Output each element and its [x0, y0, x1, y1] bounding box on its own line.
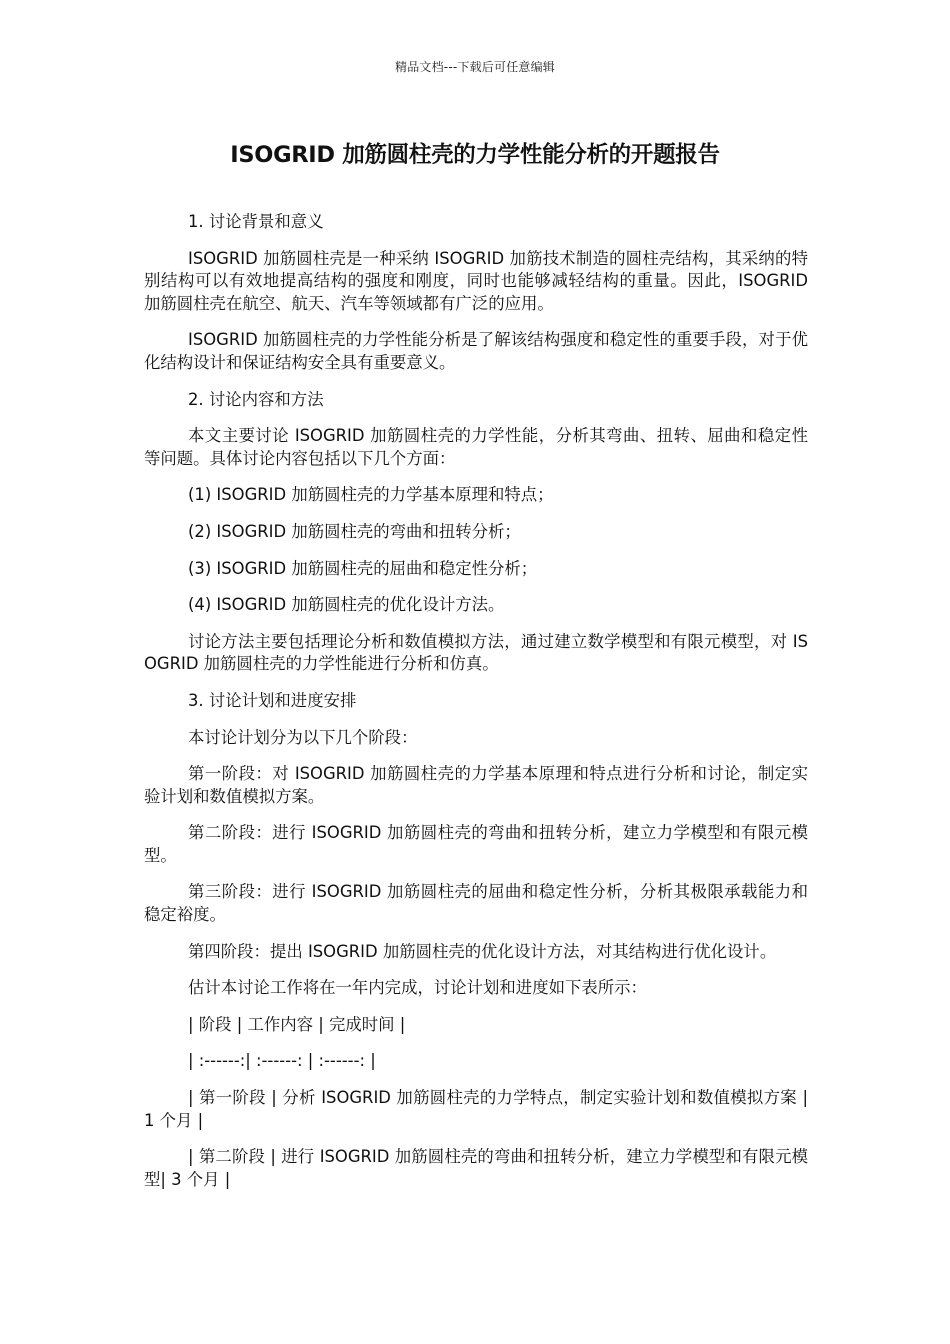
section-heading-plan: 3. 讨论计划和进度安排 — [188, 690, 357, 710]
table-row-stage-2: | 第二阶段 | 进行 ISOGRID 加筋圆柱壳的弯曲和扭转分析，建立力学模型和有限元模型| 3 个月 | — [144, 1147, 808, 1189]
list-item-2: (2) ISOGRID 加筋圆柱壳的弯曲和扭转分析； — [188, 521, 521, 541]
paragraph-background-intro: ISOGRID 加筋圆柱壳是一种采纳 ISOGRID 加筋技术制造的圆柱壳结构，其采纳的特别结构可以有效地提高结构的强度和刚度，同时也能够减轻结构的重量。因此，ISOGRID 加筋圆柱壳在航空、航天、汽车等领域都有广泛的应用。 — [144, 248, 808, 313]
paragraph-stage-1: 第一阶段：对 ISOGRID 加筋圆柱壳的力学基本原理和特点进行分析和讨论，制定实验计划和数值模拟方案。 — [144, 764, 808, 806]
document-title: ISOGRID 加筋圆柱壳的力学性能分析的开题报告 — [230, 142, 720, 168]
table-header-row: | 阶段 | 工作内容 | 完成时间 | — [188, 1014, 406, 1034]
paragraph-plan-intro: 本讨论计划分为以下几个阶段： — [188, 727, 418, 747]
page-header: 精品文档---下载后可任意编辑 — [395, 60, 555, 74]
section-heading-content-methods: 2. 讨论内容和方法 — [188, 389, 324, 409]
paragraph-methods: 讨论方法主要包括理论分析和数值模拟方法，通过建立数学模型和有限元模型，对 ISOGRID 加筋圆柱壳的力学性能进行分析和仿真。 — [144, 631, 808, 674]
paragraph-schedule-intro: 估计本讨论工作将在一年内完成，讨论计划和进度如下表所示： — [188, 978, 647, 998]
list-item-4: (4) ISOGRID 加筋圆柱壳的优化设计方法。 — [188, 595, 505, 615]
list-item-1: (1) ISOGRID 加筋圆柱壳的力学基本原理和特点； — [188, 485, 554, 505]
section-heading-background: 1. 讨论背景和意义 — [188, 212, 324, 231]
paragraph-stage-4: 第四阶段：提出 ISOGRID 加筋圆柱壳的优化设计方法，对其结构进行优化设计。 — [188, 941, 777, 961]
paragraph-background-significance: ISOGRID 加筋圆柱壳的力学性能分析是了解该结构强度和稳定性的重要手段，对于优化结构设计和保证结构安全具有重要意义。 — [144, 330, 808, 372]
table-row-stage-1: | 第一阶段 | 分析 ISOGRID 加筋圆柱壳的力学特点，制定实验计划和数值模拟方案 | 1 个月 | — [144, 1088, 808, 1130]
table-separator-row: | :------:| :------: | :------: | — [188, 1051, 376, 1071]
list-item-3: (3) ISOGRID 加筋圆柱壳的屈曲和稳定性分析； — [188, 558, 538, 578]
document-body — [144, 211, 808, 1205]
paragraph-stage-3: 第三阶段：进行 ISOGRID 加筋圆柱壳的屈曲和稳定性分析，分析其极限承载能力和稳定裕度。 — [144, 882, 808, 925]
paragraph-stage-2: 第二阶段：进行 ISOGRID 加筋圆柱壳的弯曲和扭转分析，建立力学模型和有限元模型。 — [144, 823, 808, 865]
paragraph-content-intro: 本文主要讨论 ISOGRID 加筋圆柱壳的力学性能，分析其弯曲、扭转、屈曲和稳定性等问题。具体讨论内容包括以下几个方面： — [144, 426, 808, 468]
